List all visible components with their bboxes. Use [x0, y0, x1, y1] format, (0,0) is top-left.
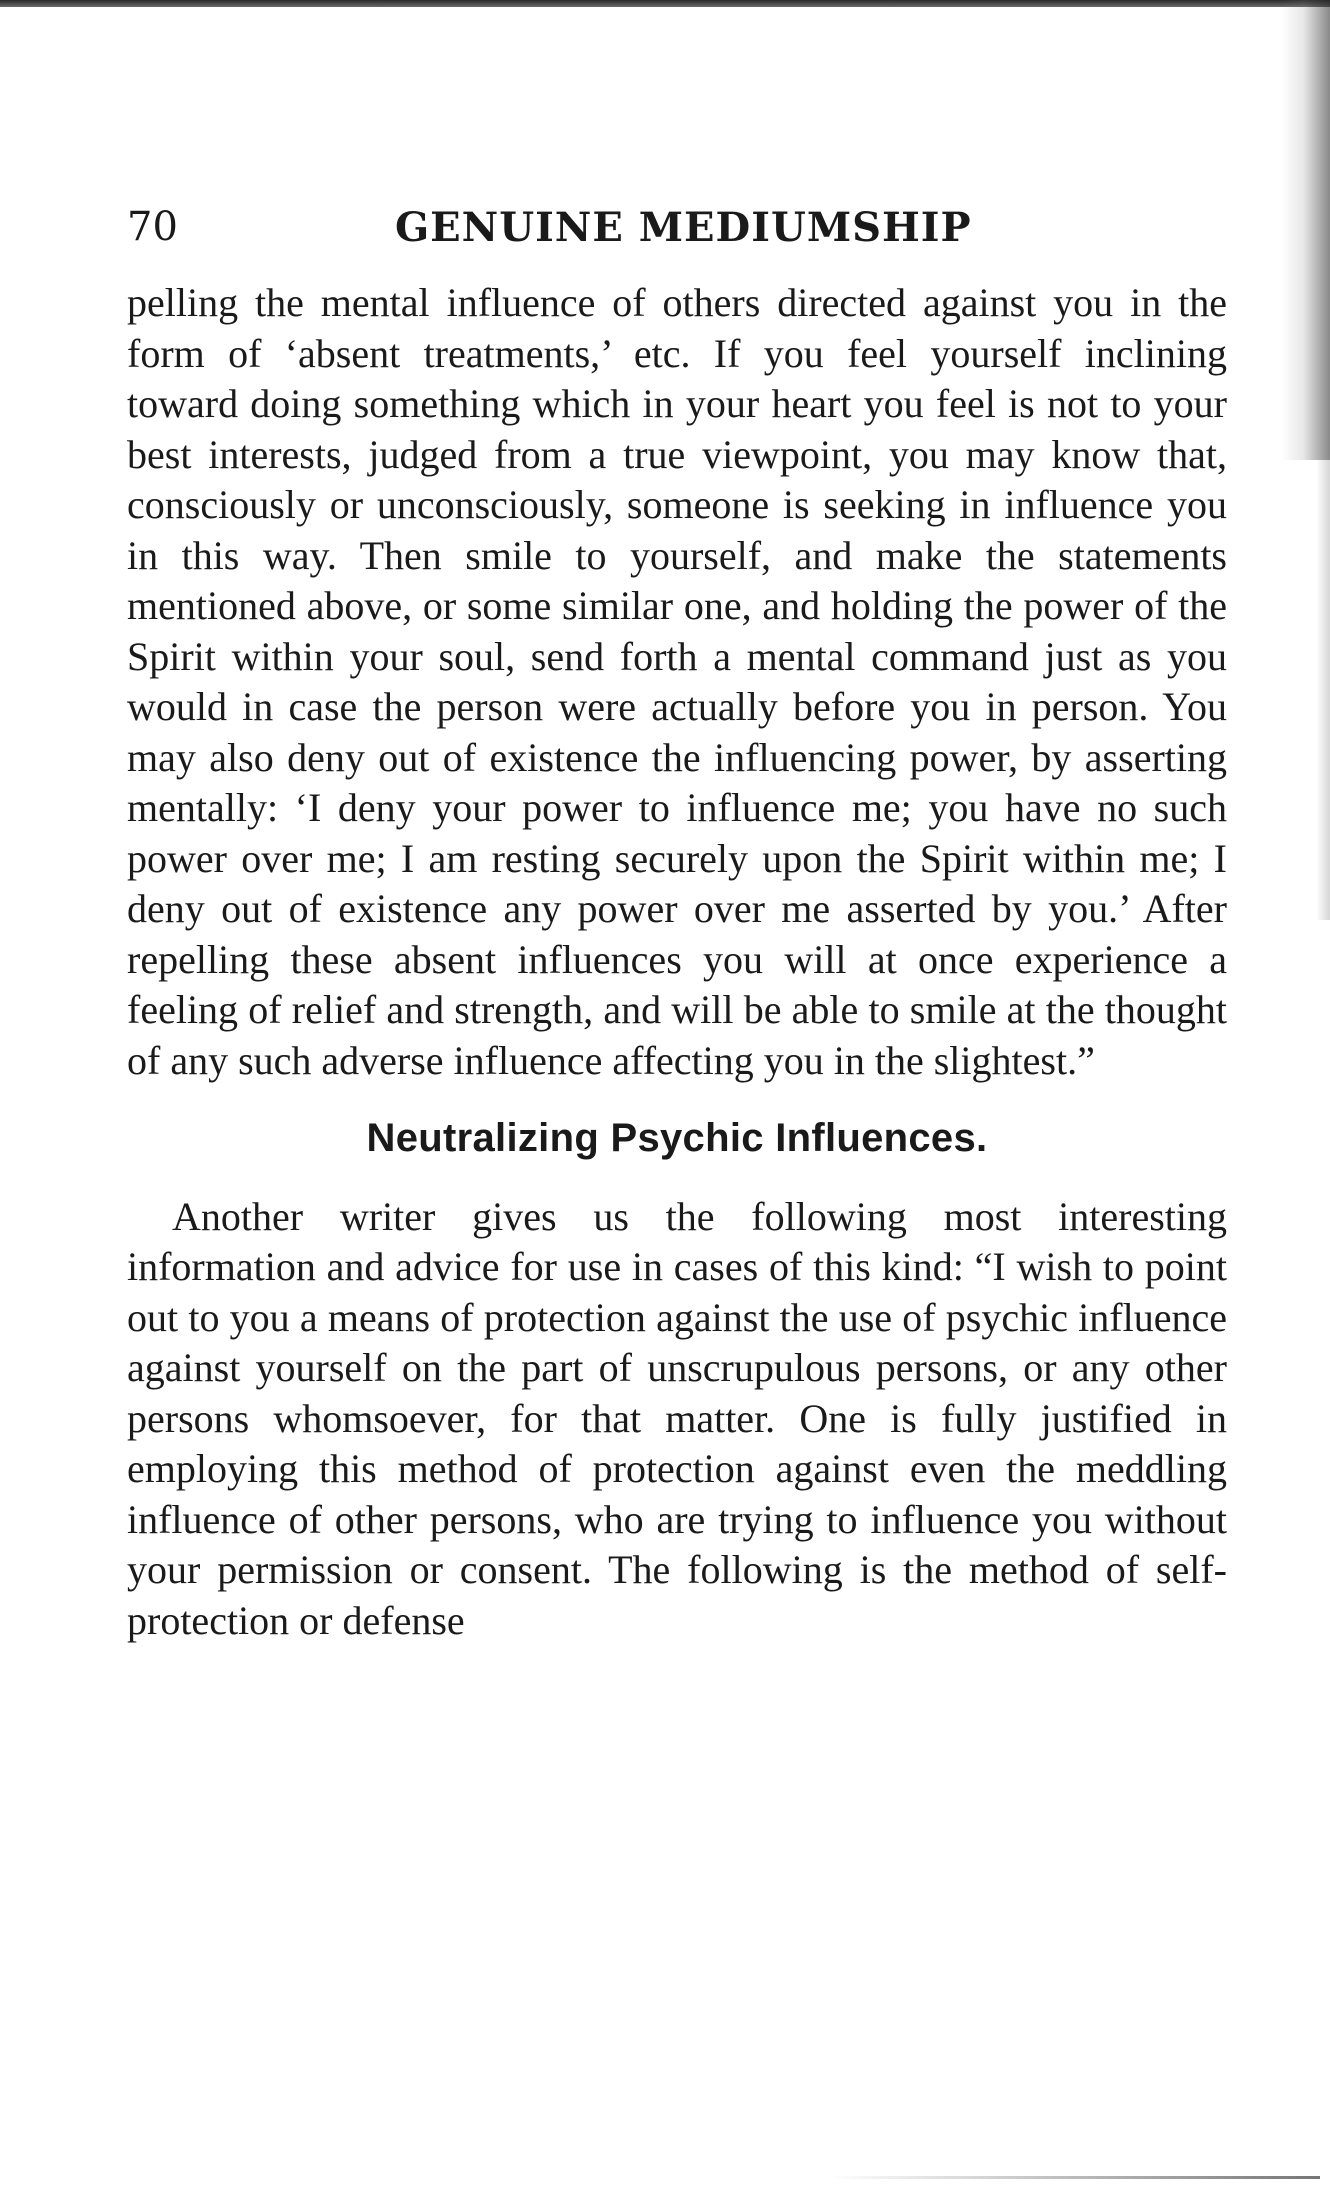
paragraph: Another writer gives us the following most interesting information and advice for use in cases of this kind: “I wish to point out to you a means of protection against the use of psychic influence against yourself on the part of unscrupulous persons, or any other persons whomsoever, for that matter. One is fully justified in employing this method of protection against even the meddling influence of other persons, who are trying to influence you without your permission or consent. The following is the method of self-protection or defense: [127, 1193, 1227, 1643]
text-column: [127, 278, 1227, 1646]
page-number: 70: [127, 204, 178, 250]
running-title: GENUINE MEDIUMSHIP: [395, 204, 972, 251]
binding-shadow-lower: [1316, 460, 1330, 920]
section-heading: Neutralizing Psychic Influences.: [366, 1116, 988, 1160]
paragraph-continued: pelling the mental influence of others directed against you in the form of ‘absent treatments,’ etc. If you feel yourself inclining toward doing something which in your heart you feel is not to your best interests, judged from a true viewpoint, you may know that, consciously or unconsciously, someone is seeking in influence you in this way. Then smile to yourself, and make the statements mentioned above, or some similar one, and holding the power of the Spirit within your soul, send forth a mental command just as you would in case the person were actually before you in person. You may also deny out of existence the influencing power, by asserting mentally: ‘I deny your power to influence me; you have no such power over me; I am resting securely upon the Spirit within me; I deny out of existence any power over me asserted by you.’ After repelling these absent influences you will at once experience a feeling of relief and strength, and will be able to smile at the thought of any such adverse influence affecting you in the slightest.”: [127, 280, 1227, 1083]
page-bottom-edge: [830, 2176, 1320, 2179]
page-header: [127, 200, 1227, 260]
page-top-edge: [0, 0, 1330, 7]
binding-shadow: [1282, 0, 1330, 460]
